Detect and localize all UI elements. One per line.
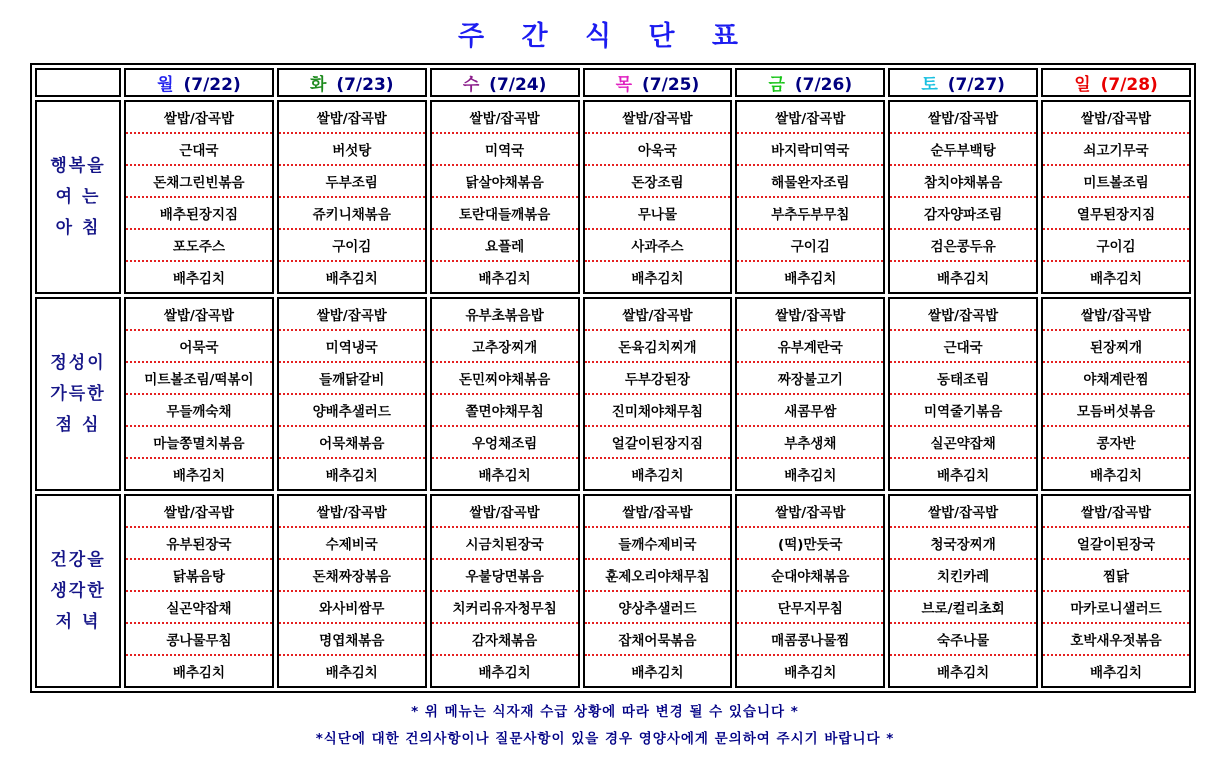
menu-item: 명엽채볶음 (279, 624, 425, 656)
section-label-dinner (35, 494, 121, 688)
menu-item: 두부조림 (279, 166, 425, 198)
menu-item: 배추김치 (631, 271, 684, 287)
day-date: (7/24) (483, 75, 547, 95)
menu-item: 쌀밥/잡곡밥 (585, 496, 731, 528)
menu-item: 고추장찌개 (432, 331, 578, 363)
dinner-day-2-cell (430, 494, 580, 688)
menu-item: 브로/컬리초회 (890, 592, 1036, 624)
day-date: (7/23) (330, 75, 394, 95)
section-label-line: 행복을 (50, 155, 106, 176)
menu-item: 검은콩두유 (890, 230, 1036, 262)
lunch-day-2-cell (430, 297, 580, 491)
meal-stack (279, 299, 425, 489)
menu-item: 양상추샐러드 (585, 592, 731, 624)
menu-item: 새콤무쌈 (737, 395, 883, 427)
menu-item: 무나물 (585, 198, 731, 230)
menu-item: 미역줄기볶음 (890, 395, 1036, 427)
section-label-line: 건강을 (50, 549, 106, 570)
menu-item: 치킨카레 (890, 560, 1036, 592)
meal-stack (432, 496, 578, 686)
lunch-day-6-cell (1041, 297, 1191, 491)
menu-item: 구이김 (1043, 230, 1189, 262)
menu-item: 숙주나물 (890, 624, 1036, 656)
menu-item: 유부계란국 (737, 331, 883, 363)
day-name: 수 (462, 75, 480, 95)
menu-item: 아욱국 (585, 134, 731, 166)
menu-item: 쫄면야채무침 (432, 395, 578, 427)
menu-item: 배추김치 (784, 271, 837, 287)
menu-item: 매콤콩나물찜 (737, 624, 883, 656)
lunch-day-0-cell (124, 297, 274, 491)
menu-item: 돈육김치찌개 (585, 331, 731, 363)
section-row-dinner (35, 494, 1191, 688)
menu-item: 양배추샐러드 (279, 395, 425, 427)
menu-item: 쌀밥/잡곡밥 (737, 496, 883, 528)
menu-item: 마늘쫑멸치볶음 (126, 427, 272, 459)
menu-item: (떡)만둣국 (737, 528, 883, 560)
dinner-day-6-cell (1041, 494, 1191, 688)
day-date: (7/28) (1094, 75, 1158, 95)
footer-note-contact: *식단에 대한 건의사항이나 질문사항이 있을 경우 영양사에게 문의하여 주시기 바랍니다 * (315, 731, 895, 747)
menu-item: 쌀밥/잡곡밥 (585, 102, 731, 134)
menu-item: 훈제오리야채무침 (585, 560, 731, 592)
menu-item: 참치야채볶음 (890, 166, 1036, 198)
day-header-0 (124, 68, 274, 97)
menu-item: 바지락미역국 (737, 134, 883, 166)
menu-item: 배추김치 (937, 271, 990, 287)
menu-item: 짜장불고기 (737, 363, 883, 395)
menu-item: 쌀밥/잡곡밥 (279, 102, 425, 134)
menu-item: 된장찌개 (1043, 331, 1189, 363)
corner-cell (35, 68, 121, 97)
section-label-line: 여 는 (55, 186, 101, 207)
day-name: 화 (309, 75, 327, 95)
meal-stack (1043, 299, 1189, 489)
menu-item: 미역국 (432, 134, 578, 166)
menu-item: 배추김치 (172, 665, 225, 681)
menu-item: 버섯탕 (279, 134, 425, 166)
breakfast-day-2-cell (430, 100, 580, 294)
day-header-6 (1041, 68, 1191, 97)
section-label-lunch (35, 297, 121, 491)
menu-item: 실곤약잡채 (126, 592, 272, 624)
meal-stack (432, 102, 578, 292)
menu-item: 쌀밥/잡곡밥 (1043, 102, 1189, 134)
menu-item: 유부초볶음밥 (432, 299, 578, 331)
day-date: (7/27) (941, 75, 1005, 95)
section-label-line: 생각한 (50, 580, 106, 601)
menu-item: 배추김치 (172, 271, 225, 287)
menu-item: 쌀밥/잡곡밥 (279, 496, 425, 528)
meal-stack (585, 102, 731, 292)
menu-item: 배추김치 (478, 468, 531, 484)
menu-item: 배추김치 (631, 665, 684, 681)
meal-stack (737, 102, 883, 292)
day-date: (7/22) (177, 75, 241, 95)
menu-item: 얼갈이된장국 (1043, 528, 1189, 560)
menu-item: 쌀밥/잡곡밥 (890, 102, 1036, 134)
menu-item: 배추김치 (325, 271, 378, 287)
menu-item: 콩나물무침 (126, 624, 272, 656)
menu-item: 배추김치 (937, 468, 990, 484)
menu-item: 쇠고기무국 (1043, 134, 1189, 166)
dinner-day-5-cell (888, 494, 1038, 688)
menu-item: 들깨수제비국 (585, 528, 731, 560)
menu-item: 미트볼조림/떡볶이 (126, 363, 272, 395)
menu-item: 유부된장국 (126, 528, 272, 560)
menu-item: 배추김치 (937, 665, 990, 681)
breakfast-day-0-cell (124, 100, 274, 294)
menu-item: 쌀밥/잡곡밥 (126, 299, 272, 331)
menu-item: 돈채그린빈볶음 (126, 166, 272, 198)
menu-item: 감자양파조림 (890, 198, 1036, 230)
menu-item: 수제비국 (279, 528, 425, 560)
footer-notes (0, 700, 1210, 747)
menu-item: 배추김치 (631, 468, 684, 484)
menu-item: 실곤약잡채 (890, 427, 1036, 459)
menu-item: 청국장찌개 (890, 528, 1036, 560)
menu-item: 순대야채볶음 (737, 560, 883, 592)
day-name: 월 (157, 75, 174, 95)
menu-item: 들깨닭갈비 (279, 363, 425, 395)
menu-item: 쌀밥/잡곡밥 (585, 299, 731, 331)
menu-item: 해물완자조림 (737, 166, 883, 198)
menu-item: 배추된장지짐 (126, 198, 272, 230)
menu-item: 미트볼조림 (1043, 166, 1189, 198)
menu-item: 쌀밥/잡곡밥 (890, 496, 1036, 528)
page-title: 주 간 식 단 표 (457, 21, 752, 52)
section-label-line: 저 녁 (55, 611, 101, 632)
breakfast-day-4-cell (735, 100, 885, 294)
footer-note-ingredients: * 위 메뉴는 식자재 수급 상황에 따라 변경 될 수 있습니다 * (411, 704, 799, 720)
menu-item: 쌀밥/잡곡밥 (890, 299, 1036, 331)
menu-item: 찜닭 (1043, 560, 1189, 592)
day-name: 목 (615, 75, 633, 95)
breakfast-day-3-cell (583, 100, 733, 294)
meal-stack (890, 299, 1036, 489)
meal-stack (737, 299, 883, 489)
meal-stack (126, 496, 272, 686)
menu-table-body (35, 100, 1191, 688)
menu-item: 배추김치 (478, 271, 531, 287)
section-row-lunch (35, 297, 1191, 491)
section-label-line: 정성이 (50, 352, 106, 373)
menu-item: 근대국 (890, 331, 1036, 363)
menu-item: 와사비쌈무 (279, 592, 425, 624)
meal-stack (126, 299, 272, 489)
header-row (35, 68, 1191, 97)
lunch-day-1-cell (277, 297, 427, 491)
menu-item: 단무지무침 (737, 592, 883, 624)
day-header-5 (888, 68, 1038, 97)
menu-item: 배추김치 (478, 665, 531, 681)
menu-item: 동태조림 (890, 363, 1036, 395)
menu-item: 쌀밥/잡곡밥 (126, 102, 272, 134)
menu-item: 쌀밥/잡곡밥 (1043, 299, 1189, 331)
menu-item: 미역냉국 (279, 331, 425, 363)
menu-item: 돈채짜장볶음 (279, 560, 425, 592)
menu-item: 어묵국 (126, 331, 272, 363)
day-date: (7/25) (636, 75, 700, 95)
menu-item: 배추김치 (1089, 665, 1143, 681)
menu-item: 요플레 (432, 230, 578, 262)
menu-item: 쌀밥/잡곡밥 (432, 102, 578, 134)
menu-item: 쌀밥/잡곡밥 (279, 299, 425, 331)
day-name: 토 (921, 75, 938, 95)
menu-item: 배추김치 (1089, 468, 1143, 484)
menu-item: 쌀밥/잡곡밥 (432, 496, 578, 528)
lunch-day-4-cell (735, 297, 885, 491)
day-header-1 (277, 68, 427, 97)
menu-item: 콩자반 (1043, 427, 1189, 459)
meal-stack (1043, 102, 1189, 292)
section-label-line: 가득한 (50, 383, 106, 404)
breakfast-day-1-cell (277, 100, 427, 294)
day-name: 일 (1074, 75, 1091, 95)
section-row-breakfast (35, 100, 1191, 294)
menu-item: 쥬키니채볶음 (279, 198, 425, 230)
meal-stack (432, 299, 578, 489)
section-label-line: 아 침 (55, 217, 101, 238)
menu-item: 배추김치 (172, 468, 225, 484)
menu-item: 배추김치 (784, 468, 837, 484)
day-header-3 (583, 68, 733, 97)
menu-item: 마카로니샐러드 (1043, 592, 1189, 624)
meal-stack (279, 496, 425, 686)
menu-item: 야채계란찜 (1043, 363, 1189, 395)
menu-item: 배추김치 (1089, 271, 1143, 287)
menu-item: 얼갈이된장지짐 (585, 427, 731, 459)
meal-stack (737, 496, 883, 686)
menu-item: 배추김치 (784, 665, 837, 681)
dinner-day-1-cell (277, 494, 427, 688)
menu-table-header (35, 68, 1191, 97)
meal-stack (585, 299, 731, 489)
menu-item: 닭살야채볶음 (432, 166, 578, 198)
menu-item: 순두부백탕 (890, 134, 1036, 166)
section-label-breakfast (35, 100, 121, 294)
section-label-line: 점 심 (55, 414, 101, 435)
menu-item: 무들깨숙채 (126, 395, 272, 427)
dinner-day-0-cell (124, 494, 274, 688)
day-header-4 (735, 68, 885, 97)
menu-item: 시금치된장국 (432, 528, 578, 560)
meal-stack (890, 496, 1036, 686)
menu-item: 감자채볶음 (432, 624, 578, 656)
menu-item: 구이김 (737, 230, 883, 262)
weekly-menu-table (30, 63, 1196, 693)
menu-item: 쌀밥/잡곡밥 (737, 299, 883, 331)
menu-item: 구이김 (279, 230, 425, 262)
day-name: 금 (768, 75, 785, 95)
menu-item: 진미채야채무침 (585, 395, 731, 427)
menu-item: 배추김치 (325, 665, 378, 681)
menu-item: 우불당면볶음 (432, 560, 578, 592)
menu-item: 모듬버섯볶음 (1043, 395, 1189, 427)
menu-item: 치커리유자청무침 (432, 592, 578, 624)
menu-item: 쌀밥/잡곡밥 (126, 496, 272, 528)
menu-item: 근대국 (126, 134, 272, 166)
meal-stack (1043, 496, 1189, 686)
day-date: (7/26) (788, 75, 853, 95)
menu-item: 잡채어묵볶음 (585, 624, 731, 656)
dinner-day-3-cell (583, 494, 733, 688)
breakfast-day-5-cell (888, 100, 1038, 294)
menu-item: 닭볶음탕 (126, 560, 272, 592)
dinner-day-4-cell (735, 494, 885, 688)
menu-item: 두부강된장 (585, 363, 731, 395)
menu-item: 어묵채볶음 (279, 427, 425, 459)
menu-item: 쌀밥/잡곡밥 (1043, 496, 1189, 528)
lunch-day-3-cell (583, 297, 733, 491)
menu-item: 쌀밥/잡곡밥 (737, 102, 883, 134)
menu-item: 포도주스 (126, 230, 272, 262)
menu-item: 부추생채 (737, 427, 883, 459)
menu-item: 돈민찌야채볶음 (432, 363, 578, 395)
lunch-day-5-cell (888, 297, 1038, 491)
menu-item: 사과주스 (585, 230, 731, 262)
menu-item: 돈장조림 (585, 166, 731, 198)
menu-item: 우엉채조림 (432, 427, 578, 459)
meal-stack (890, 102, 1036, 292)
menu-item: 배추김치 (325, 468, 378, 484)
meal-stack (126, 102, 272, 292)
meal-stack (585, 496, 731, 686)
breakfast-day-6-cell (1041, 100, 1191, 294)
menu-item: 토란대들깨볶음 (432, 198, 578, 230)
menu-item: 열무된장지짐 (1043, 198, 1189, 230)
day-header-2 (430, 68, 580, 97)
meal-stack (279, 102, 425, 292)
menu-item: 부추두부무침 (737, 198, 883, 230)
menu-item: 호박새우젓볶음 (1043, 624, 1189, 656)
